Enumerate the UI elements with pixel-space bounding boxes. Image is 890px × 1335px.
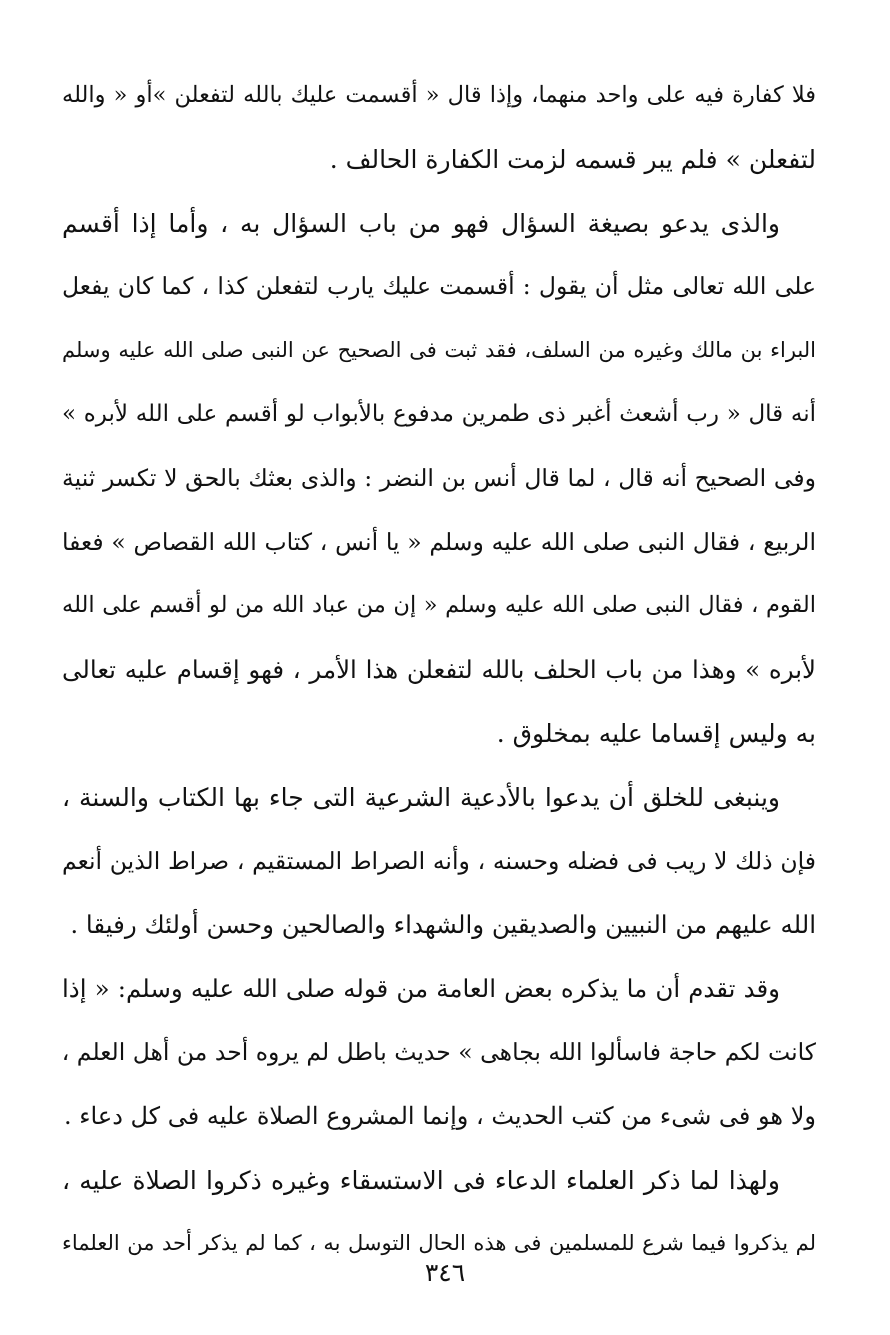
text-line: لم يذكروا فيما شرع للمسلمين فى هذه الحال التوسل به ، كما لم يذكر أحد من العلماء	[62, 1231, 816, 1256]
text-line: وقد تقدم أن ما يذكره بعض العامة من قوله صلى الله عليه وسلم: « إذا	[62, 974, 780, 1004]
text-line: فإن ذلك لا ريب فى فضله وحسنه ، وأنه الصراط المستقيم ، صراط الذين أنعم	[62, 846, 816, 875]
text-line: فلا كفارة فيه على واحد منهما، وإذا قال « أقسمت عليك بالله لتفعلن »أو « والله	[62, 82, 816, 108]
text-line: الربيع ، فقال النبى صلى الله عليه وسلم « يا أنس ، كتاب الله القصاص » فعفا	[62, 527, 816, 556]
text-line: أنه قال « رب أشعث أغبر ذى طمرين مدفوع بالأبواب لو أقسم على الله لأبره »	[62, 400, 816, 427]
text-line: الله عليهم من النبيين والصديقين والشهداء والصالحين وحسن أولئك رفيقا .	[70, 910, 816, 940]
page-number: ٣٤٦	[424, 1258, 466, 1287]
text-line: ولا هو فى شىء من كتب الحديث ، وإنما المشروع الصلاة عليه فى كل دعاء .	[64, 1101, 816, 1130]
text-line: والذى يدعو بصيغة السؤال فهو من باب السؤال به ، وأما إذا أقسم	[62, 208, 780, 238]
text-line: القوم ، فقال النبى صلى الله عليه وسلم « إن من عباد الله من لو أقسم على الله	[62, 592, 816, 619]
text-line: ولهذا لما ذكر العلماء الدعاء فى الاستسقاء وغيره ذكروا الصلاة عليه ،	[62, 1165, 780, 1195]
text-line: وينبغى للخلق أن يدعوا بالأدعية الشرعية التى جاء بها الكتاب والسنة ،	[62, 782, 780, 812]
body-text	[62, 64, 816, 1276]
text-line: كانت لكم حاجة فاسألوا الله بجاهى » حديث باطل لم يروه أحد من أهل العلم ،	[62, 1037, 816, 1066]
text-line: لتفعلن » فلم يبر قسمه لزمت الكفارة الحالف .	[329, 144, 816, 174]
text-line: البراء بن مالك وغيره من السلف، فقد ثبت فى الصحيح عن النبى صلى الله عليه وسلم	[62, 338, 816, 363]
text-line: على الله تعالى مثل أن يقول : أقسمت عليك يارب لتفعلن كذا ، كما كان يفعل	[62, 272, 816, 301]
text-line: به وليس إقساما عليه بمخلوق .	[496, 718, 816, 748]
text-line: وفى الصحيح أنه قال ، لما قال أنس بن النضر : والذى بعثك بالحق لا تكسر ثنية	[62, 463, 816, 492]
text-line: لأبره » وهذا من باب الحلف بالله لتفعلن هذا الأمر ، فهو إقسام عليه تعالى	[62, 655, 816, 685]
